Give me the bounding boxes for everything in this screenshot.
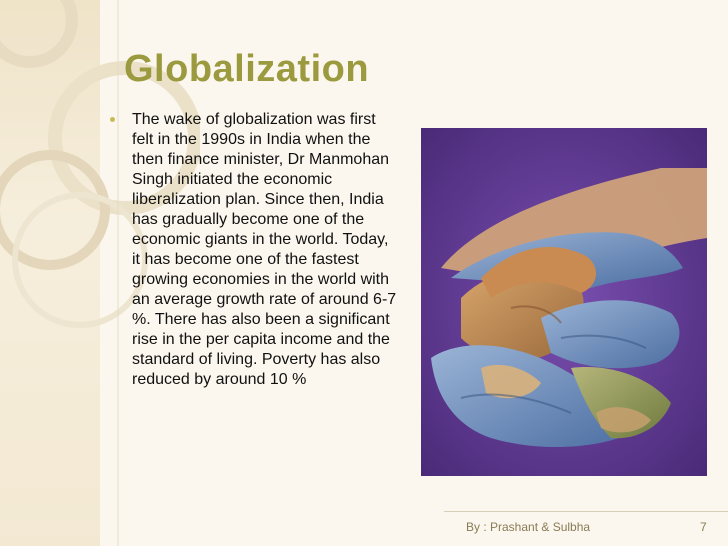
slide-title: Globalization <box>124 48 370 90</box>
page-number: 7 <box>700 520 707 534</box>
bullet-icon <box>110 117 115 122</box>
footer-author: By : Prashant & Sulbha <box>466 520 591 534</box>
footer-divider <box>444 511 728 512</box>
bullet-text: The wake of globalization was first felt in the 1990s in India when the then finance minister, Dr Manmohan Singh initiated the economic liberalization plan. Since then, India has gradually become one of the economic giants in the world. Today, it has become one of the fastest growing economies in the world with an average growth rate of around 6-7 %. There has also been a significant rise in the per capita income and the standard of living. Poverty has also reduced by around 10 % <box>132 111 397 388</box>
bullet-item <box>108 110 400 390</box>
world-map-hands-image <box>421 128 707 476</box>
